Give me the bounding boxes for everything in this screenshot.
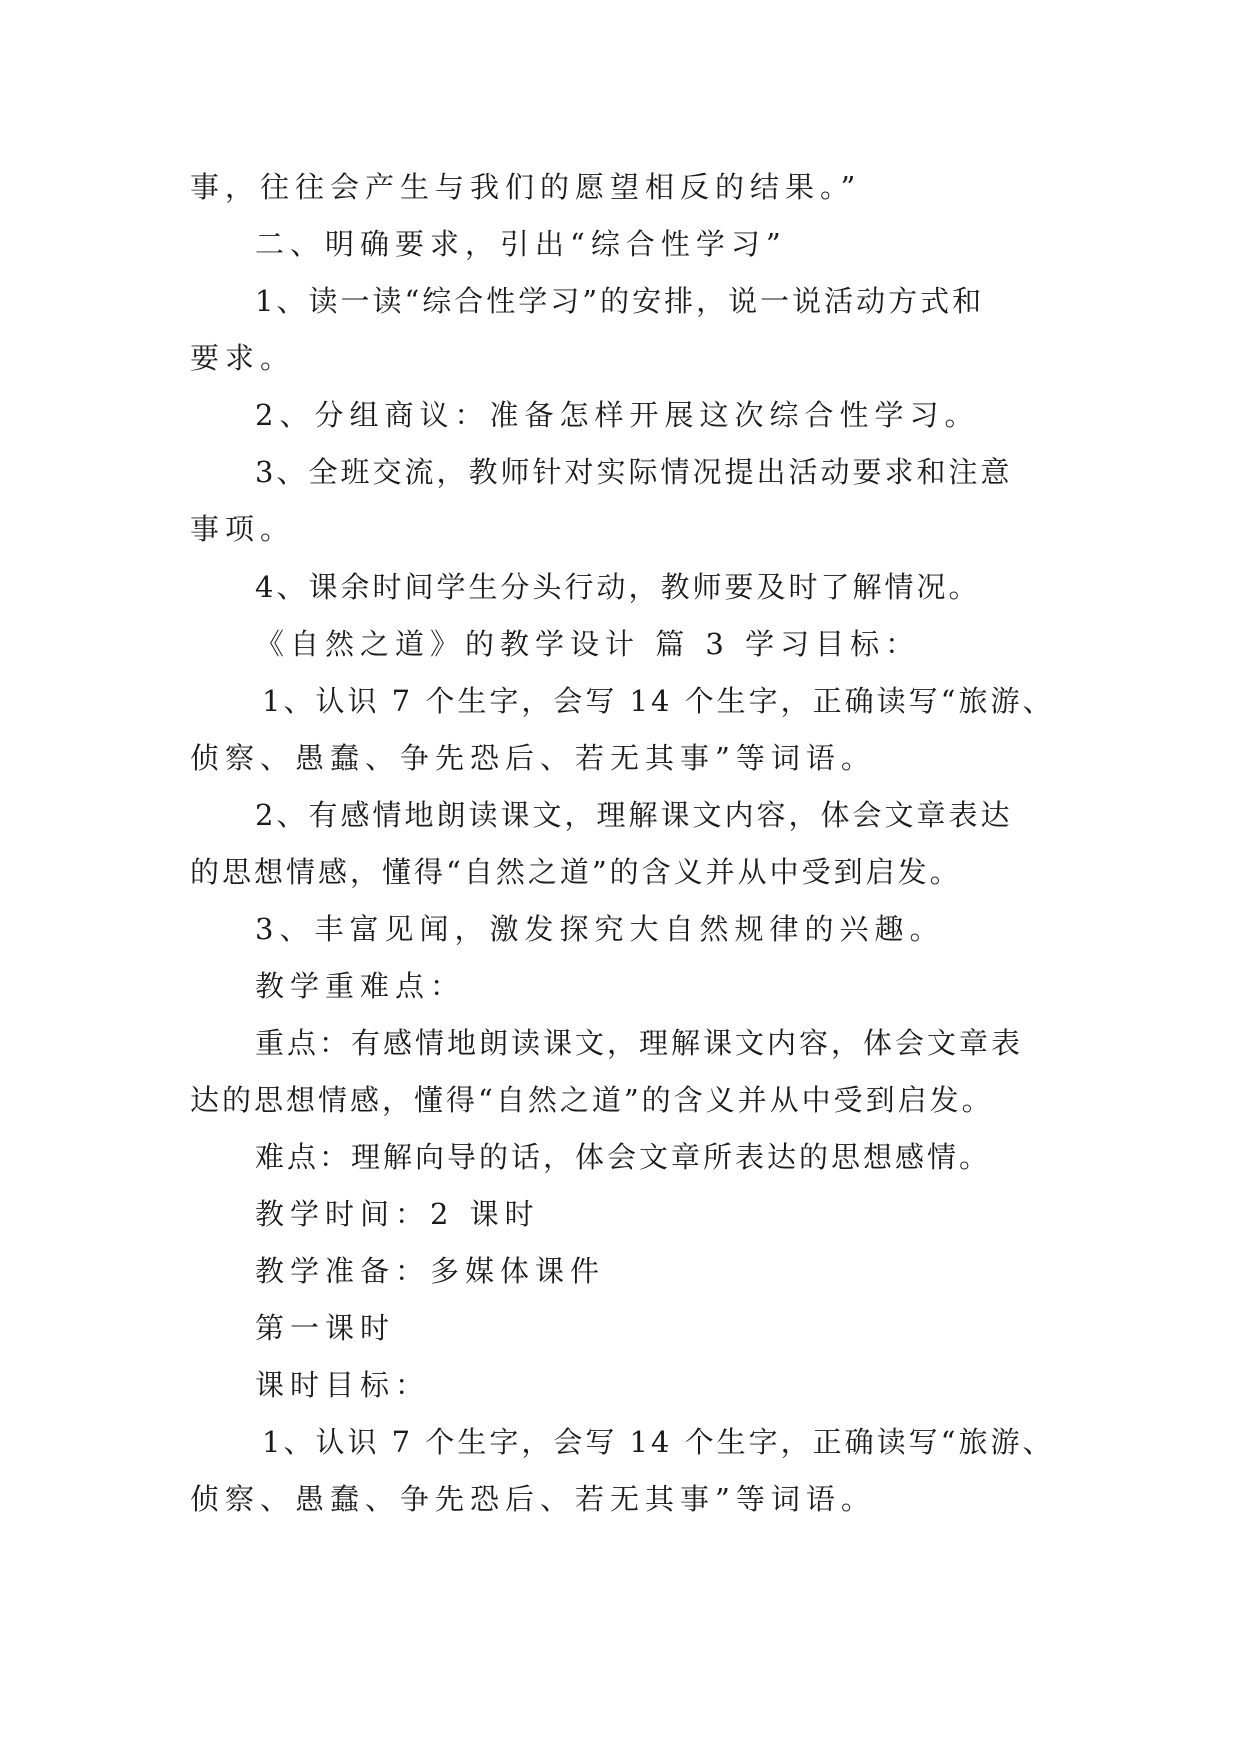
text-line: 4、课余时间学生分头行动，教师要及时了解情况。 — [255, 570, 981, 604]
text-line: 1、读一读“综合性学习”的安排，说一说活动方式和 — [255, 284, 985, 318]
section-heading: 第一课时 — [255, 1311, 396, 1345]
text-line: 侦察、愚蠢、争先恐后、若无其事”等词语。 — [190, 741, 876, 775]
section-heading: 教学重难点： — [255, 969, 466, 1003]
text-line: 1、认识 7 个生字，会写 14 个生字，正确读写“旅游、 — [262, 1425, 1055, 1459]
text-line: 要求。 — [190, 341, 296, 375]
section-heading: 课时目标： — [255, 1368, 431, 1402]
text-line: 重点：有感情地朗读课文，理解课文内容，体会文章表 — [255, 1026, 1024, 1060]
text-line: 教学准备：多媒体课件 — [255, 1254, 606, 1288]
text-line: 3、全班交流，教师针对实际情况提出活动要求和注意 — [255, 455, 1013, 489]
section-heading: 二、明确要求，引出“综合性学习” — [255, 227, 787, 261]
text-line: 的思想情感，懂得“自然之道”的含义并从中受到启发。 — [190, 855, 962, 889]
text-line: 侦察、愚蠢、争先恐后、若无其事”等词语。 — [190, 1482, 876, 1516]
text-line: 事项。 — [190, 512, 296, 546]
text-line: 2、有感情地朗读课文，理解课文内容，体会文章表达 — [255, 798, 1013, 832]
text-line: 达的思想情感，懂得“自然之道”的含义并从中受到启发。 — [190, 1083, 994, 1117]
text-line: 1、认识 7 个生字，会写 14 个生字，正确读写“旅游、 — [262, 684, 1055, 718]
text-line: 难点：理解向导的话，体会文章所表达的思想感情。 — [255, 1140, 992, 1174]
text-line: 3、丰富见闻，激发探究大自然规律的兴趣。 — [255, 912, 945, 946]
text-line: 教学时间：2 课时 — [255, 1197, 540, 1231]
section-heading: 《自然之道》的教学设计 篇 3 学习目标： — [255, 627, 921, 661]
text-line: 事，往往会产生与我们的愿望相反的结果。” — [190, 170, 862, 204]
text-line: 2、分组商议：准备怎样开展这次综合性学习。 — [255, 398, 980, 432]
